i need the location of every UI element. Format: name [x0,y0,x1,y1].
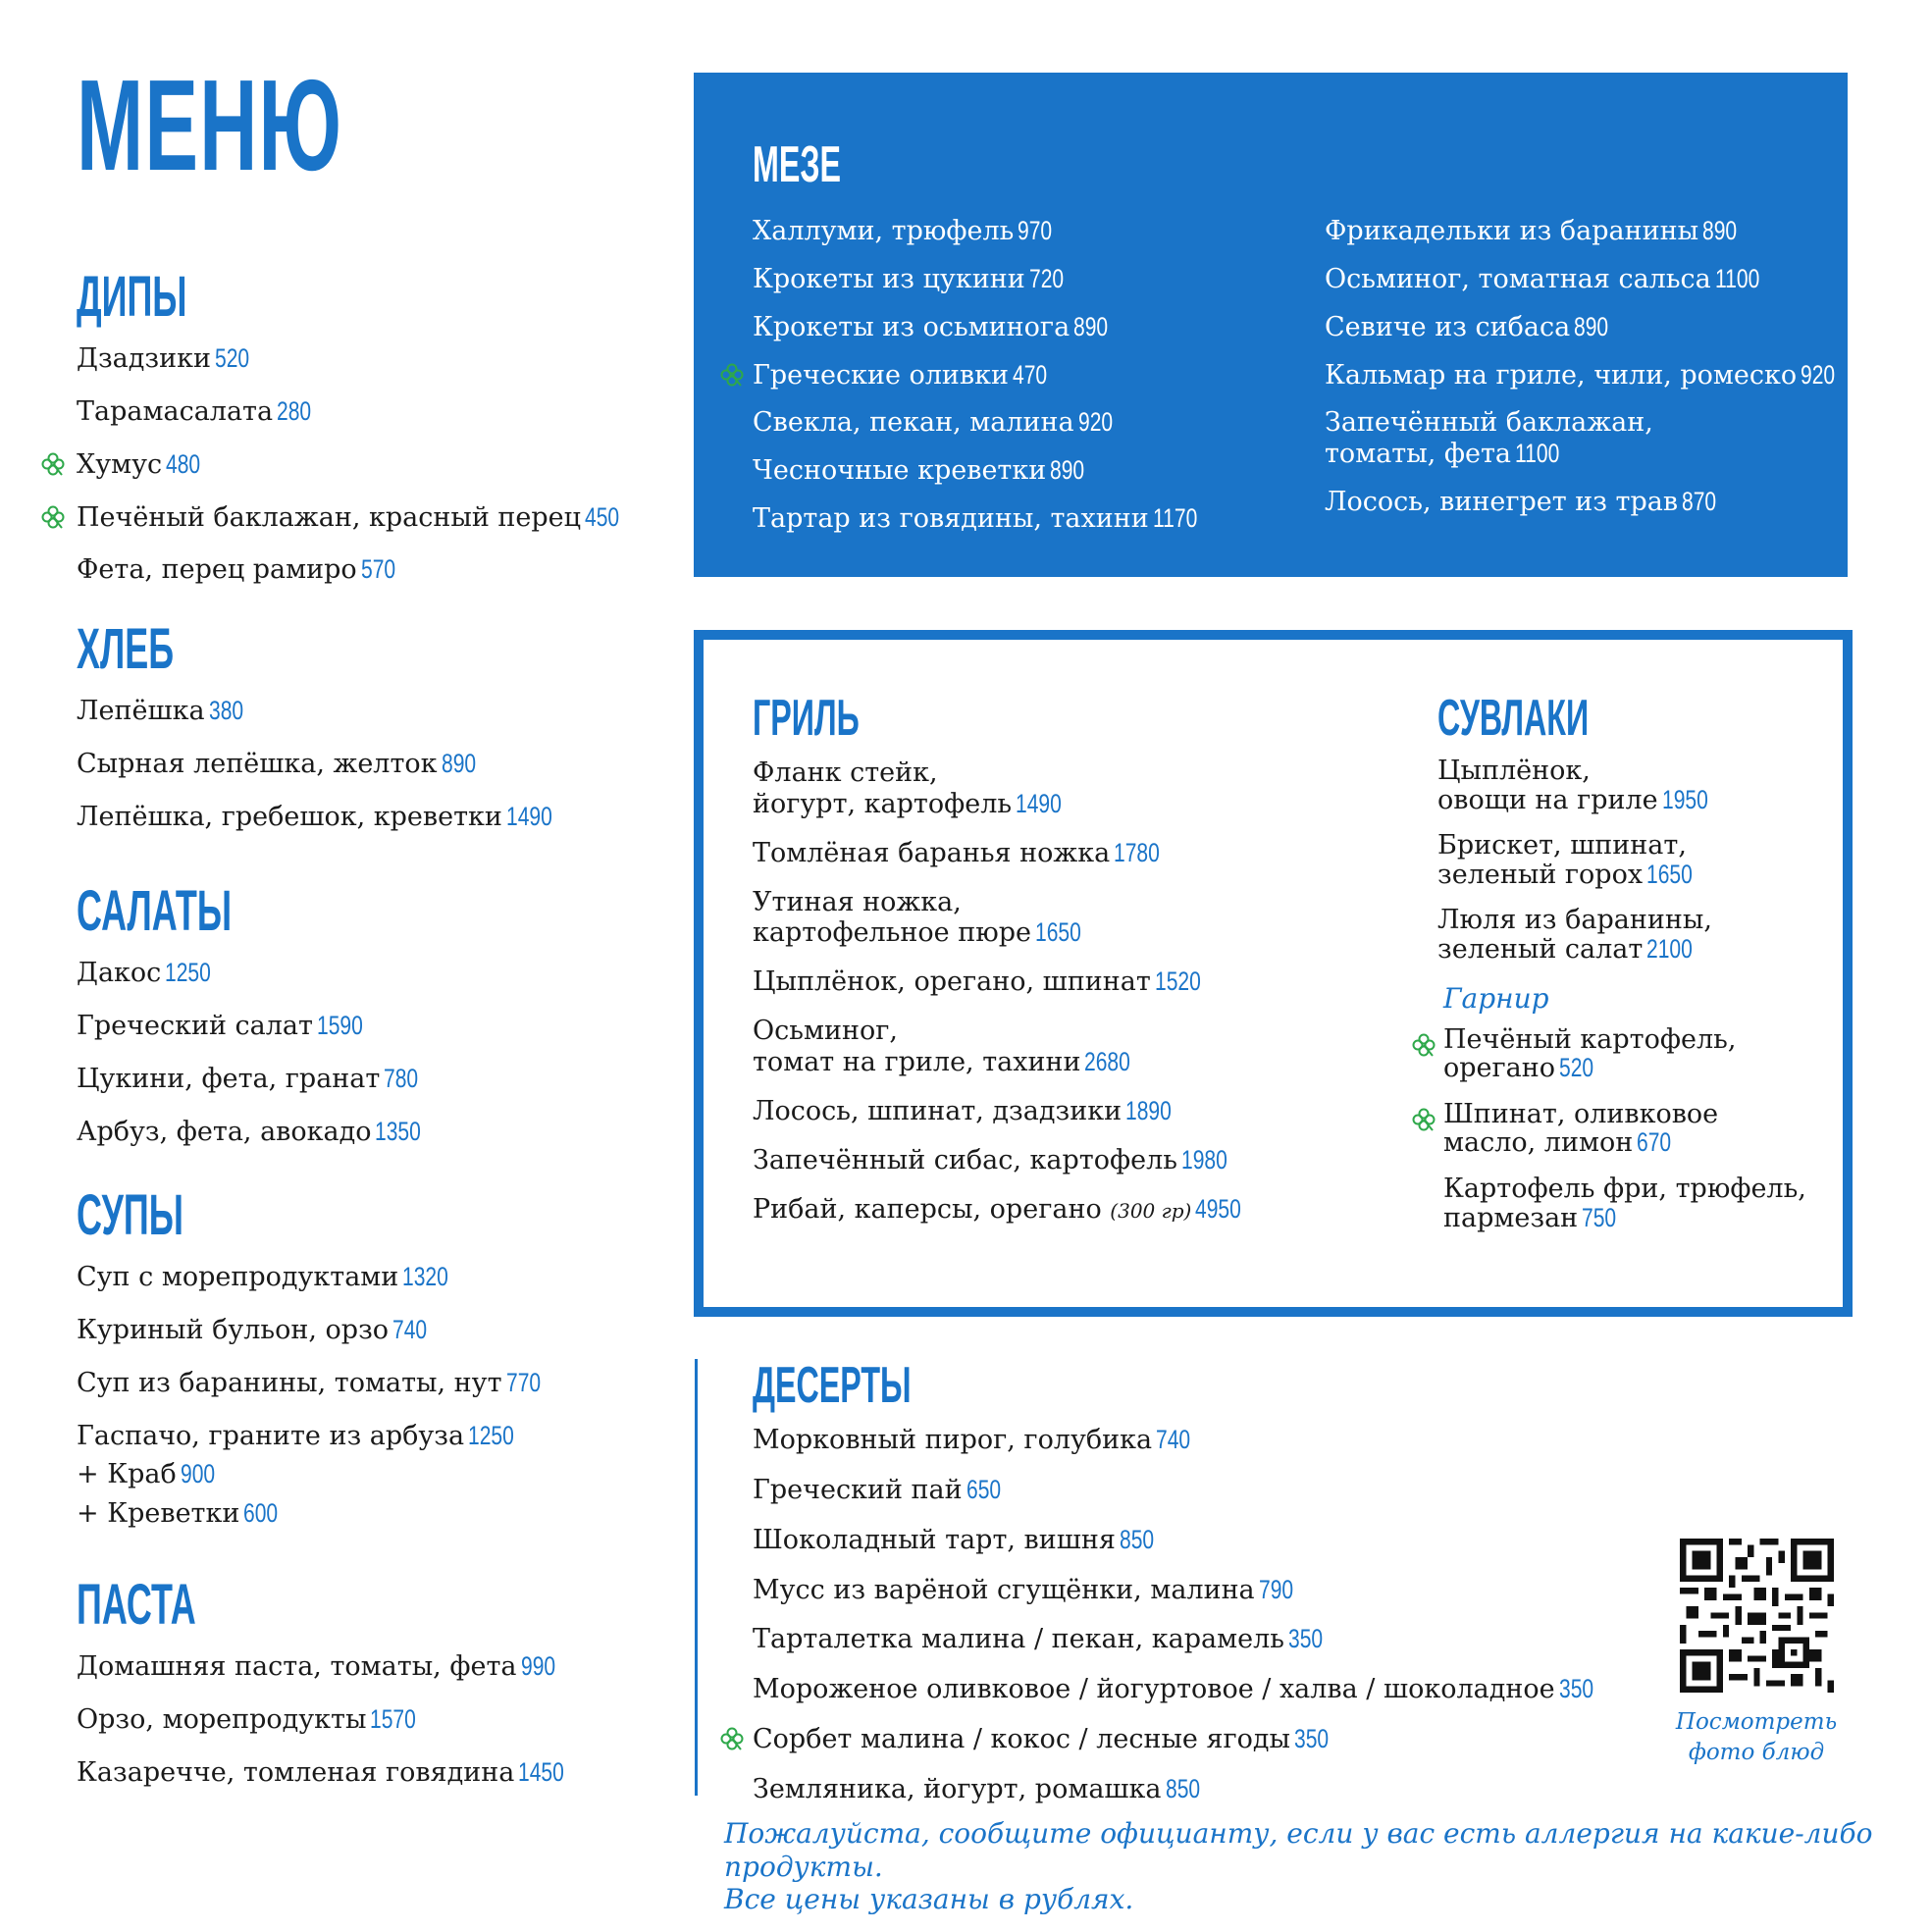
menu-item: Брискет, шпинат, зеленый горох 1650 [1437,830,1693,890]
section-heading: САЛАТЫ [77,879,233,943]
menu-item: Сорбет малина / кокос / лесные ягоды 350 [753,1724,1603,1755]
section-dips [77,265,629,607]
menu-item: Запечённый сибас, картофель 1980 [753,1144,1227,1175]
portion-note: (300 гр) [1110,1198,1192,1223]
menu-addon: + Краб 900 [77,1459,215,1490]
qr-caption: Посмотреть фото блюд [1675,1709,1838,1766]
menu-item: Греческие оливки 470 [753,360,1210,392]
menu-item: Осьминог, томатная сальса 1100 [1325,263,1760,294]
menu-item: Греческий салат 1590 [77,1010,363,1041]
section-heading: ДЕСЕРТЫ [753,1357,912,1414]
menu-item: Крокеты из цукини 720 [753,263,1064,294]
section-souvlaki [1437,690,1806,1250]
menu-item: Цыплёнок, овощи на гриле 1950 [1437,756,1708,815]
menu-item: Дакос 1250 [77,958,212,988]
section-heading: ХЛЕБ [77,617,175,681]
section-desserts [753,1357,1603,1824]
menu-item: Домашняя паста, томаты, фета 990 [77,1651,555,1682]
clover-icon [719,362,745,388]
menu-item: Севиче из сибаса 890 [1325,311,1609,342]
menu-item: Рибай, каперсы, орегано (300 гр) 4950 [753,1193,1242,1225]
clover-icon [719,1726,745,1751]
menu-item: Запечённый баклажан, томаты, фета 1100 [1325,407,1653,470]
menu-item: Лосось, винегрет из трав 870 [1325,487,1717,518]
menu-addon: + Креветки 600 [77,1498,279,1530]
menu-item: Мороженое оливковое / йогуртовое / халва / шоколадное 350 [753,1674,1593,1705]
section-pasta [77,1573,577,1810]
menu-item: Тартар из говядины, тахини 1170 [753,503,1198,535]
section-grill [753,690,1254,1242]
menu-item: Осьминог, томат на гриле, тахини 2680 [753,1016,1131,1078]
menu-item: Земляника, йогурт, ромашка 850 [753,1774,1200,1805]
garnish-heading: Гарнир [1443,981,1549,1015]
menu-item: Халлуми, трюфель 970 [753,216,1053,246]
section-heading: СУВЛАКИ [1437,690,1590,747]
section-salads [77,879,435,1169]
menu-item: Цыплёнок, орегано, шпинат 1520 [753,966,1201,998]
menu-item: Тарамасалата 280 [77,395,312,427]
allergy-note: Пожалуйста, сообщите официанту, если у вас есть аллергия на какие-либо продукты. Все цены указаны в рублях. [724,1817,1873,1916]
clover-icon [1411,1032,1436,1058]
menu-item: Куриный бульон, орзо 740 [77,1314,428,1345]
menu-item: Орзо, морепродукты 1570 [77,1703,417,1735]
menu-item: Лепёшка 380 [77,696,243,726]
section-heading: ДИПЫ [77,265,187,329]
menu-item: Фета, перец рамиро 570 [77,554,395,586]
menu-item: Картофель фри, трюфель, пармезан 750 [1443,1174,1806,1233]
menu-item: Дзадзики 520 [77,343,250,374]
menu-item: Лепёшка, гребешок, креветки 1490 [77,801,552,832]
menu-item: Суп из баранины, томаты, нут 770 [77,1367,541,1398]
menu-item: Греческий пай 650 [753,1474,1001,1505]
divider [695,1359,698,1796]
section-meze [694,73,1848,577]
section-heading: МЕЗЕ [753,136,842,193]
menu-item: Казаречче, томленая говядина 1450 [77,1756,565,1788]
section-grill-souvlaki [694,630,1853,1317]
menu-item: Сырная лепёшка, желток 890 [77,748,476,779]
menu-item: Печёный баклажан, красный перец 450 [77,502,629,534]
menu-item: Люля из баранины, зеленый салат 2100 [1437,905,1712,966]
menu-item: Цукини, фета, гранат 780 [77,1063,419,1094]
menu-item: Шоколадный тарт, вишня 850 [753,1524,1155,1555]
menu-item: Лосось, шпинат, дзадзики 1890 [753,1095,1172,1126]
menu-item: Томлёная баранья ножка 1780 [753,837,1161,868]
clover-icon [40,504,66,530]
menu-item: Мусс из варёной сгущёнки, малина 790 [753,1574,1293,1605]
menu-title: МЕНЮ [77,53,343,197]
menu-item: Тарталетка малина / пекан, карамель 350 [753,1624,1324,1655]
menu-item: Крокеты из осьминога 890 [753,311,1109,342]
menu-item: Морковный пирог, голубика 740 [753,1425,1191,1455]
section-heading: ГРИЛЬ [753,690,860,747]
menu-item: Хумус 480 [77,449,629,481]
menu-item: Фланк стейк, йогурт, картофель 1490 [753,757,1062,819]
section-bread [77,617,565,855]
menu-item: Печёный картофель, орегано 520 [1443,1026,1806,1083]
clover-icon [1411,1107,1436,1132]
menu-item: Чесночные креветки 890 [753,455,1085,487]
menu-item: Арбуз, фета, авокадо 1350 [77,1116,422,1147]
section-soups [77,1183,550,1551]
clover-icon [40,451,66,477]
qr-code[interactable] [1680,1539,1834,1693]
menu-item: Шпинат, оливковое масло, лимон 670 [1443,1101,1806,1158]
menu-item: Фрикадельки из баранины 890 [1325,216,1738,246]
menu-item: Свекла, пекан, малина 920 [753,407,1113,439]
section-heading: ПАСТА [77,1573,196,1637]
menu-item: Суп с морепродуктами 1320 [77,1262,449,1292]
menu-item: Кальмар на гриле, чили, ромеско 920 [1325,359,1836,391]
menu-item: Утиная ножка, картофельное пюре 1650 [753,886,1081,949]
section-heading: СУПЫ [77,1183,183,1247]
menu-item: Гаспачо, граните из арбуза 1250 [77,1420,515,1451]
